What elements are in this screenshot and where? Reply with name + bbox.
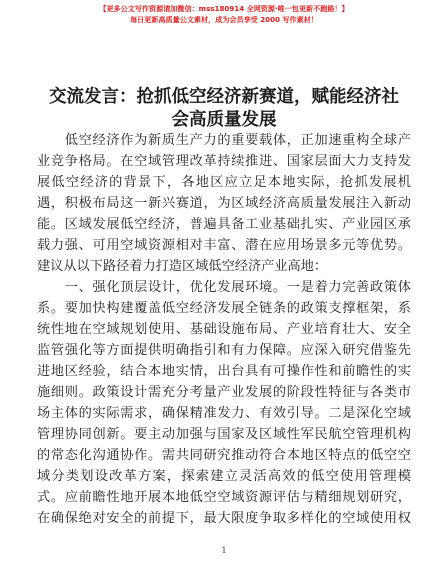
text-line: 的常态化沟通协作。需共同研究推动符合本地区特点的低空空 bbox=[37, 448, 411, 463]
text-line: 建议从以下路径着力打造区域低空经济产业高地： bbox=[37, 259, 328, 274]
text-line: 在确保绝对安全的前提下，最大限度争取多样化的空域使用权 bbox=[37, 511, 411, 526]
text-line: 低空经济作为新质生产力的重要载体，正加速重构全球产 bbox=[37, 133, 411, 148]
text-line: 统性地在空域规划使用、基础设施布局、产业培育壮大、安全 bbox=[37, 322, 411, 337]
paragraph-intro bbox=[37, 130, 411, 277]
text-line: 式。应前瞻性地开展本地低空空域资源评估与精细规划研究， bbox=[37, 490, 411, 505]
text-line: 载力强、可用空域资源相对丰富、潜在应用场景多元等优势。 bbox=[37, 238, 411, 253]
text-line: 能。区域发展低空经济，普遍具备工业基础扎实、产业园区承 bbox=[37, 217, 411, 232]
text-line: 展低空经济的背景下，各地区应立足本地实际，抢抓发展机 bbox=[37, 175, 411, 190]
document-title bbox=[34, 86, 414, 132]
paragraph-section-one bbox=[37, 277, 411, 529]
banner-line-2: 每日更新高质量公文素材，成为会员享受 2000 写作素材！ bbox=[130, 15, 318, 24]
text-line: 一、强化顶层设计，优化发展环境。一是着力完善政策体 bbox=[37, 280, 411, 295]
header-banner bbox=[0, 3, 448, 25]
document-body bbox=[37, 130, 411, 529]
title-line-2: 会高质量发展 bbox=[171, 110, 277, 130]
text-line: 业竞争格局。在空域管理改革持续推进、国家层面大力支持发 bbox=[37, 154, 411, 169]
text-line: 场主体的实际需求，确保精准发力、有效引导。二是深化空域 bbox=[37, 406, 411, 421]
text-line: 施细则。政策设计需充分考量产业发展的阶段性特征与各类市 bbox=[37, 385, 411, 400]
title-line-1: 交流发言：抢抓低空经济新赛道，赋能经济社 bbox=[49, 87, 399, 107]
text-line: 系。要加快构建覆盖低空经济发展全链条的政策支撑框架，系 bbox=[37, 301, 411, 316]
text-line: 管理协同创新。要主动加强与国家及区域性军民航空管理机构 bbox=[37, 427, 411, 442]
page-number: 1 bbox=[221, 546, 227, 555]
text-line: 遇，积极布局这一新兴赛道，为区域经济高质量发展注入新动 bbox=[37, 196, 411, 211]
banner-line-1: 【更多公文写作资源请加微信：mss180914 全网资源·唯一包更新不跑路！】 bbox=[99, 4, 349, 13]
text-line: 监管强化等方面提供明确指引和有力保障。应深入研究借鉴先 bbox=[37, 343, 411, 358]
text-line: 进地区经验，结合本地实情，出台具有可操作性和前瞻性的实 bbox=[37, 364, 411, 379]
text-line: 域分类划设改革方案，探索建立灵活高效的低空使用管理模 bbox=[37, 469, 411, 484]
